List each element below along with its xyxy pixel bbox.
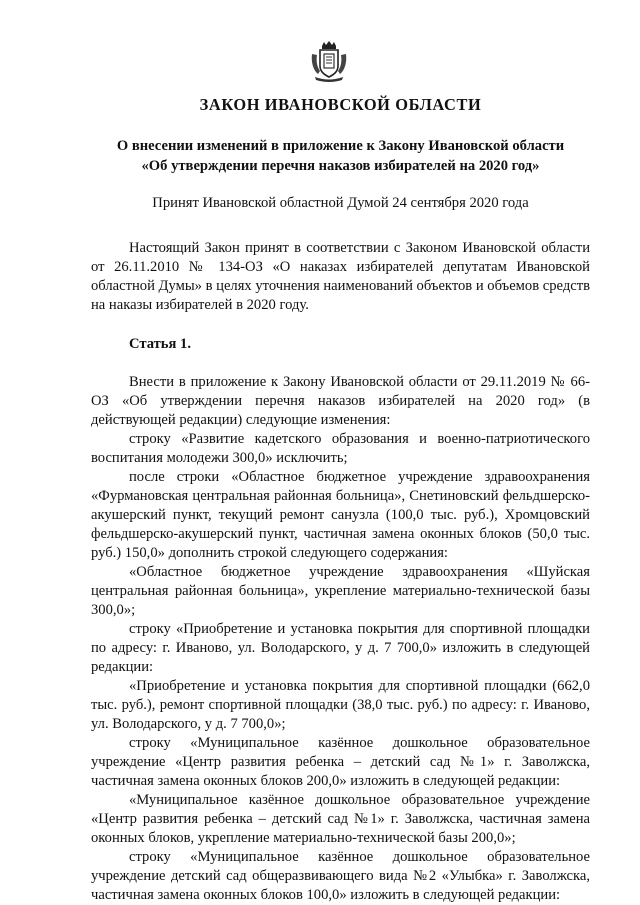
article-paragraph: строку «Муниципальное казённое дошкольное образовательное учреждение «Центр развития ребенка – детский сад №1» г. Заволжска, частичная замена оконных блоков 200,0» изложить в следующей редакции: [91,735,590,789]
article-paragraph: строку «Муниципальное казённое дошкольное образовательное учреждение детский сад общеразвивающего вида №2 «Улыбка» г. Заволжска, частичная замена оконных блоков 100,0» изложить в следующей редакции: [91,849,590,903]
intro-paragraph: Настоящий Закон принят в соответствии с Законом Ивановской области от 26.11.2010 № 134-ОЗ «О наказах избирателей депутатам Ивановской областной Думы» в целях уточнения наименований объектов и объемов средств на наказы избирателей в 2020 году. [91,240,590,313]
article-paragraph: строку «Приобретение и установка покрытия для спортивной площадки по адресу: г. Иваново, ул. Володарского, у д. 7 700,0» изложить в следующей редакции: [91,621,590,675]
amendment-title [91,136,590,176]
ivanovo-coat-of-arms-icon [309,40,349,82]
article-paragraph: после строки «Областное бюджетное учреждение здравоохранения «Фурмановская центральная районная больница», Снетиновский фельдшерско-акушерский пункт, текущий ремонт санузла (100,0 тыс. руб.), Хромцовский фельдшерско-акушерский пункт, частичная замена оконных блоков (50,0 тыс. руб.) 150,0» дополнить строкой следующего содержания: [91,469,590,561]
amendment-title-line: «Об утверждении перечня наказов избирателей на 2020 год» [141,158,540,174]
article-paragraph: Внести в приложение к Закону Ивановской области от 29.11.2019 № 66-ОЗ «Об утверждении перечня наказов избирателей на 2020 год» (в действующей редакции) следующие изменения: [91,374,590,428]
law-title: ЗАКОН ИВАНОВСКОЙ ОБЛАСТИ [199,95,482,114]
article-heading: Статья 1. [129,336,191,352]
amendment-title-line: О внесении изменений в приложение к Закону Ивановской области [116,138,565,154]
article-paragraph: строку «Развитие кадетского образования и военно-патриотического воспитания молодежи 300,0» исключить; [91,431,590,466]
article-paragraph: «Муниципальное казённое дошкольное образовательное учреждение «Центр развития ребенка – детский сад №1» г. Заволжска, частичная замена оконных блоков, укрепление материально-технической базы 200,0»; [91,792,590,846]
article-paragraph: «Областное бюджетное учреждение здравоохранения «Шуйская центральная районная больница», укрепление материально-технической базы 300,0»; [91,564,590,618]
adoption-date: Принят Ивановской областной Думой 24 сентября 2020 года [152,195,529,211]
article-paragraph: «Приобретение и установка покрытия для спортивной площадки (662,0 тыс. руб.), ремонт спортивной площадки (38,0 тыс. руб.) по адресу: г. Иваново, ул. Володарского, у д. 7 700,0»; [91,678,590,732]
